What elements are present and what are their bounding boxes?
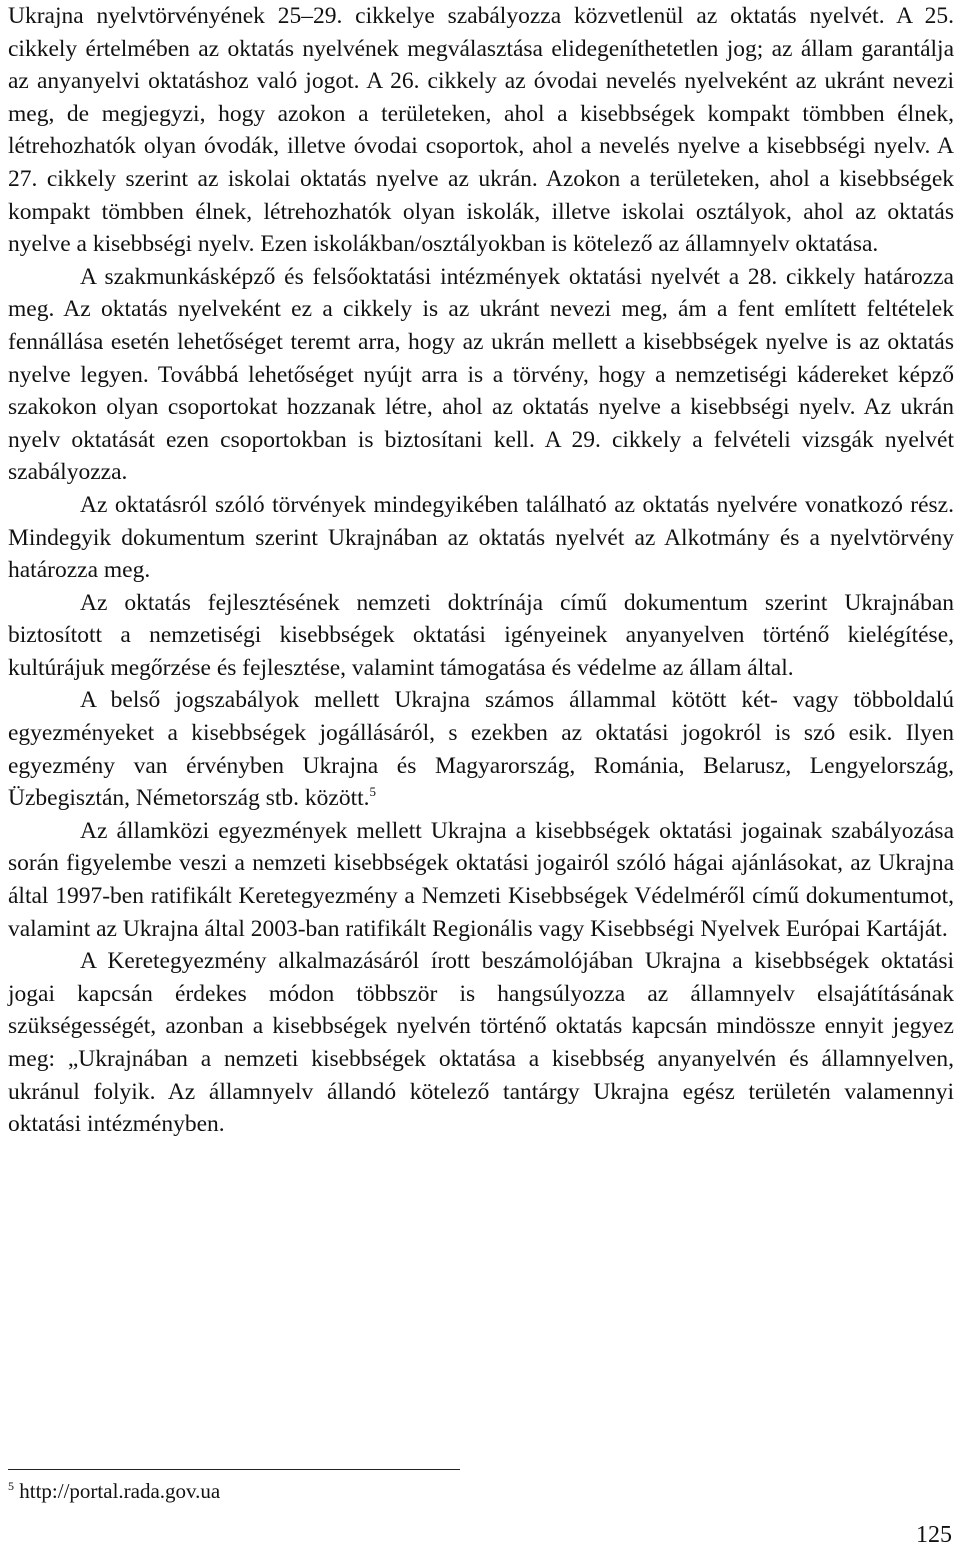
paragraph-4 <box>8 587 954 685</box>
paragraph-3 <box>8 489 954 587</box>
paragraph-5 <box>8 684 954 814</box>
paragraph-6 <box>8 815 954 945</box>
paragraph-text: Az oktatás fejlesztésének nemzeti doktrínája című dokumentum szerint Ukrajnában biztosított a nemzetiségi kisebbségek oktatási igényeinek anyanyelven történő kielégítése, kultúrájuk megőrzése és fejlesztése, valamint támogatása és védelme az állam által. <box>8 589 954 681</box>
footnote-link[interactable]: http://portal.rada.gov.ua <box>19 1479 221 1503</box>
paragraph-text: Az államközi egyezmények mellett Ukrajna a kisebbségek oktatási jogainak szabályozása során figyelembe veszi a nemzeti kisebbségek oktatási jogairól szóló hágai ajánlásokat, az Ukrajna által 1997-ben ratifikált Keretegyezmény a Nemzeti Kisebbségek Védelméről című dokumentumot, valamint az Ukrajna által 2003-ban ratifikált Regionális vagy Kisebbségi Nyelvek Európai Kartáját. <box>8 817 954 942</box>
paragraph-2 <box>8 261 954 489</box>
paragraph-text: A szakmunkásképző és felsőoktatási intézmények oktatási nyelvét a 28. cikkely határozza meg. Az oktatás nyelveként ez a cikkely is az ukránt nevezi meg, ám a fent említett feltételek fennállása esetén lehetőséget teremt arra, hogy az ukrán mellett a kisebbségek nyelve is az oktatás nyelve legyen. Továbbá lehetőséget nyújt arra is a törvény, hogy a nemzetiségi kádereket képző szakokon olyan csoportokat hozzanak létre, ahol az oktatás nyelve a kisebbségi nyelv. Az ukrán nyelv oktatását ezen csoportokban is biztosítani kell. A 29. cikkely a felvételi vizsgák nyelvét szabályozza. <box>8 263 954 486</box>
footnote-number: 5 <box>8 1479 14 1493</box>
paragraph-text: Ukrajna nyelvtörvényének 25–29. cikkelye szabályozza közvetlenül az oktatás nyelvét. A 25. cikkely értelmében az oktatás nyelvének megválasztása elidegeníthetetlen jog; az állam garantálja az anyanyelvi oktatáshoz való jogot. A 26. cikkely az óvodai nevelés nyelveként az ukránt nevezi meg, de megjegyzi, hogy azokon a területeken, ahol a kisebbségek kompakt tömbben élnek, létrehozhatók olyan óvodák, illetve óvodai csoportok, ahol a nevelés nyelve a kisebbségi nyelv. A 27. cikkely szerint az iskolai oktatás nyelve az ukrán. Azokon a területeken, ahol a kisebbségek kompakt tömbben élnek, létrehozhatók olyan iskolák, illetve iskolai osztályok, ahol az oktatás nyelve a kisebbségi nyelv. Ezen iskolákban/osztályokban is kötelező az államnyelv oktatása. <box>8 3 954 258</box>
paragraph-text: A Keretegyezmény alkalmazásáról írott beszámolójában Ukrajna a kisebbségek oktatási jogai kapcsán érdekes módon többször is hangsúlyozza az államnyelv elsajátításának szükségességét, azonban a kisebbségek nyelvén történő oktatás kapcsán mindössze ennyit jegyez meg: „Ukrajnában a nemzeti kisebbségek oktatása a kisebbség anyanyelvén és államnyelven, ukránul folyik. Az államnyelv állandó kötelező tantárgy Ukrajna egész területén valamennyi oktatási intézményben. <box>8 948 954 1138</box>
footnote-divider <box>8 1469 460 1470</box>
paragraph-text: A belső jogszabályok mellett Ukrajna számos állammal kötött két- vagy többoldalú egyezményeket a kisebbségek jogállásáról, s ezekben az oktatási jogokról is szó esik. Ilyen egyezmény van érvényben Ukrajna és Magyarország, Románia, Belarusz, Lengyelország, Üzbegisztán, Németország stb. között. <box>8 687 954 812</box>
footnote-reference[interactable]: 5 <box>369 784 377 800</box>
document-page <box>8 0 954 1141</box>
paragraph-7 <box>8 945 954 1141</box>
paragraph-1 <box>8 0 954 261</box>
page-number: 125 <box>916 1522 952 1548</box>
paragraph-text: Az oktatásról szóló törvények mindegyikében található az oktatás nyelvére vonatkozó rész. Mindegyik dokumentum szerint Ukrajnában az oktatás nyelvét az Alkotmány és a nyelvtörvény határozza meg. <box>8 491 954 584</box>
footnote <box>8 1478 220 1504</box>
body-text <box>8 0 954 1141</box>
